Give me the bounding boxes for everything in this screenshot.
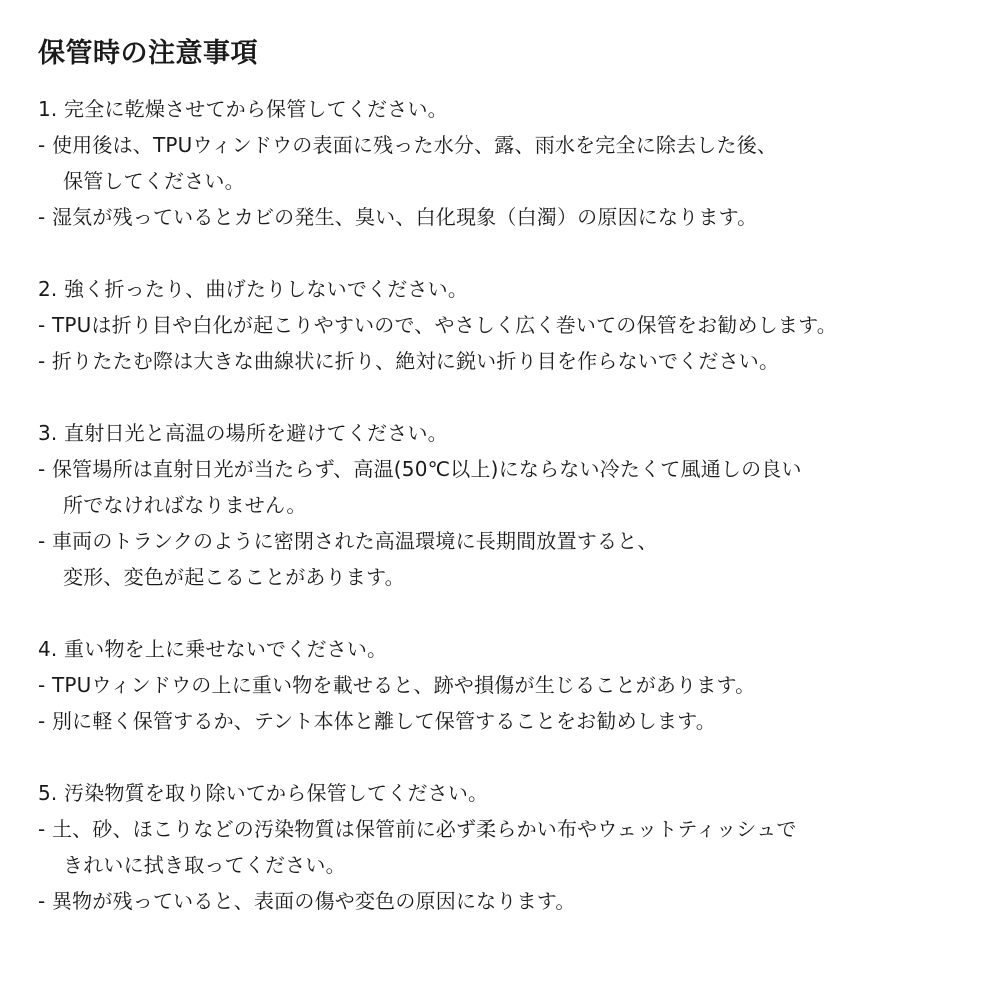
bullet-item: - TPUウィンドウの上に重い物を載せると、跡や損傷が生じることがあります。	[38, 673, 756, 697]
bullet-continuation: きれいに拭き取ってください。	[63, 853, 346, 877]
bullet-item: - 保管場所は直射日光が当たらず、高温(50℃以上)にならない冷たくて風通しの良い	[38, 457, 802, 481]
bullet-item: - 湿気が残っているとカビの発生、臭い、白化現象（白濁）の原因になります。	[38, 205, 758, 229]
bullet-item: - TPUは折り目や白化が起こりやすいので、やさしく広く巻いての保管をお勧めします。	[38, 313, 837, 337]
section-remove-contaminants	[38, 775, 978, 919]
section-heading: 2. 強く折ったり、曲げたりしないでください。	[38, 277, 469, 301]
bullet-item: - 車両のトランクのように密閉された高温環境に長期間放置すると、	[38, 529, 658, 553]
bullet-continuation: 変形、変色が起こることがあります。	[63, 565, 405, 589]
bullet-continuation: 保管してください。	[63, 169, 245, 193]
page-title: 保管時の注意事項	[38, 38, 258, 69]
bullet-item: - 土、砂、ほこりなどの汚染物質は保管前に必ず柔らかい布やウェットティッシュで	[38, 817, 797, 841]
section-heading: 4. 重い物を上に乗せないでください。	[38, 637, 388, 661]
section-heading: 3. 直射日光と高温の場所を避けてください。	[38, 421, 448, 445]
bullet-item: - 使用後は、TPUウィンドウの表面に残った水分、露、雨水を完全に除去した後、	[38, 133, 778, 157]
bullet-item: - 折りたたむ際は大きな曲線状に折り、絶対に鋭い折り目を作らないでください。	[38, 349, 780, 373]
section-avoid-sun-heat	[38, 415, 978, 595]
bullet-item: - 別に軽く保管するか、テント本体と離して保管することをお勧めします。	[38, 709, 716, 733]
section-no-heavy-objects	[38, 631, 978, 739]
section-heading: 5. 汚染物質を取り除いてから保管してください。	[38, 781, 489, 805]
bullet-item: - 異物が残っていると、表面の傷や変色の原因になります。	[38, 889, 576, 913]
section-no-folding	[38, 271, 978, 379]
bullet-continuation: 所でなければなりません。	[63, 493, 307, 517]
section-heading: 1. 完全に乾燥させてから保管してください。	[38, 97, 448, 121]
section-dry-before-storage	[38, 91, 978, 235]
